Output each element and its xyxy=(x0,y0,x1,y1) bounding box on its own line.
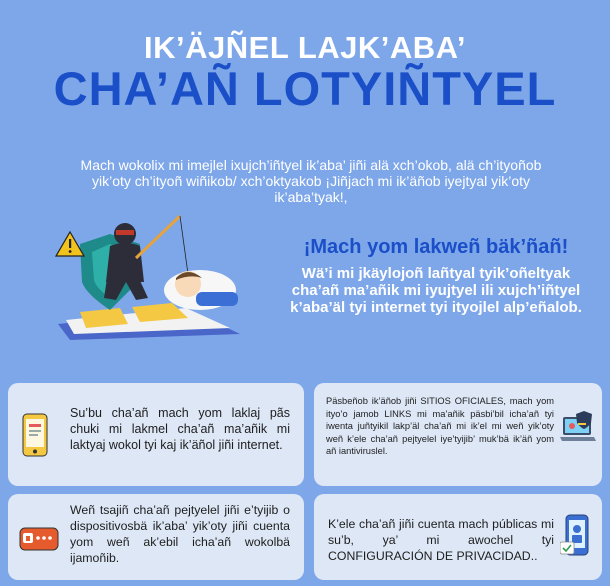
tip-card-text: K’ele cha’añ jiñi cuenta mach públicas mi su’b, ya’ mi awochel tyi CONFIGURACIÓN DE PRIVACIDAD.. xyxy=(328,517,554,563)
header-subtitle: CHA’AÑ LOTYIÑTYEL xyxy=(53,62,557,115)
password-lock-icon xyxy=(18,522,60,561)
laptop-shield-icon xyxy=(560,409,596,450)
tip-card-official-sites xyxy=(314,383,602,486)
phone-privacy-icon xyxy=(560,514,594,565)
tip-card-phone xyxy=(8,383,304,486)
tip-card-text: Weñ tsajiñ cha’añ pejtyelel jiñi e’tyijib o dispositivosbä ik’aba’ yik’oty jiñi cuenta yom weñ ak’ebil icha’añ wokolbä ijamoñib. xyxy=(70,503,290,565)
tip-card-text: Päsbeñob ik’äñob jiñi SITIOS OFICIALES, mach yom ityo’o jamob LINKS mi ma’añik päsbi’bil icha’añ tyi iwenta juñtyikil lakp’äl cha’añ mi ik’el mi weñ yik’oty weñ k’ele cha’añ pejtyelel iye’tyijib’ muk’bä ik’äñ yom añ iantiviruslel. xyxy=(326,396,554,457)
header-title: IK’ÄJÑEL LAJK’ABA’ xyxy=(144,30,466,65)
phone-warning-icon xyxy=(22,413,48,462)
tip-card-text: Su’bu cha’añ mach yom laklaj pãs chuki mi lakmel cha’añ ma’añik mi laktyaj wokol tyi kaj ik’äñol jiñi internet. xyxy=(70,406,290,452)
promo-title: ¡Mach yom lakweñ bäk’ñañ! xyxy=(303,236,569,258)
promo-body: Wä’i mi jkäylojoñ lañtyal tyik’oñeltyak cha’añ ma’añik mi iyujtyel ili xujch’iñtyel k’aba’äl tyi internet tyi ityojlel alp’eñalob. xyxy=(290,265,582,316)
intro-text: Mach wokolix mi imejlel ixujch’iñtyel ik’aba’ jiñi alä xch’okob, alä ch’ityoñob yik’oty ch’ityoñ wiñikob/ xch’oktyakob ¡Jiñjach mi ik’äñob iyejtyal yik’oty ik’aba’tyak!, xyxy=(80,157,542,205)
phishing-illustration xyxy=(40,212,270,342)
tip-card-passwords xyxy=(8,494,304,580)
tip-card-privacy xyxy=(314,494,602,580)
